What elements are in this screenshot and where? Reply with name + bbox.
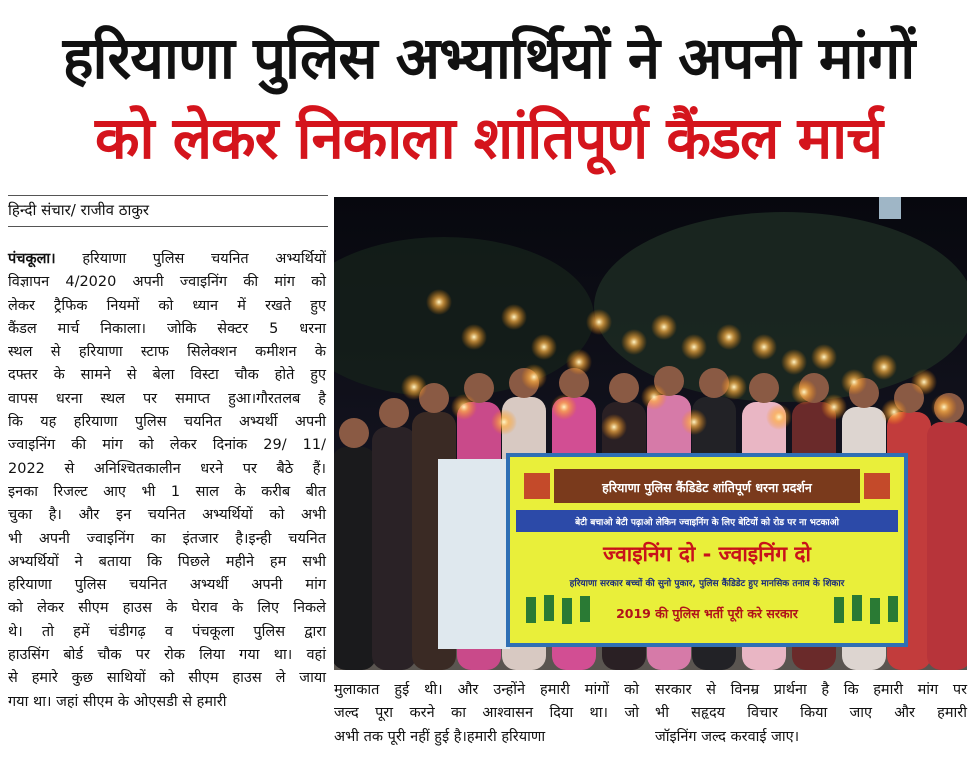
banner-logo-left [524, 473, 550, 499]
candle-flame [651, 314, 677, 340]
banner-line-4: 2019 की पुलिस भर्ती पूरी करे सरकार [616, 606, 798, 621]
article-line: ज्वाइनिंग की मांग को लेकर दिनांक 29/ 11/ [8, 437, 326, 454]
candle-flame [681, 409, 707, 435]
byline-top-rule [8, 195, 328, 196]
candle-flame [811, 344, 837, 370]
photo-sky-patch [879, 197, 901, 219]
banner-figure [834, 597, 844, 623]
article-line: विज्ञापन 4/2020 अपनी ज्वाइनिंग की मांग को [8, 274, 326, 291]
article-line: लेकर ट्रैफिक नियमों को ध्यान में रखते हुए [8, 297, 326, 314]
article-line: भी सहृदय विचार किया जाए और हमारी [655, 705, 967, 722]
article-line: अभ्यर्थियों ने बताया कि पिछले महीने हम सभी [8, 553, 326, 570]
candle-flame [766, 404, 792, 430]
article-line: कैंडल मार्च निकाला। जोकि सेक्टर 5 धरना [8, 320, 326, 337]
candle-flame [601, 414, 627, 440]
headline-line-1: हरियाणा पुलिस अभ्यार्थियों ने अपनी मांगों [62, 24, 915, 92]
article-line: थे। तो हमें चंडीगढ़ व पंचकूला पुलिस द्वारा [8, 623, 326, 640]
article-line: से हमारे कुछ साथियों को सीएम हाउस ले जाया [8, 670, 326, 687]
article-line: हरियाणा पुलिस चयनित अभ्यर्थी अपनी मांग [8, 577, 326, 594]
banner-figure [544, 595, 554, 621]
dateline: पंचकूला। [8, 251, 56, 267]
article-line: कि यह हरियाणा पुलिस चयनित अभ्यर्थी अपनी [8, 414, 326, 431]
candle-flame [491, 409, 517, 435]
candle-flame [551, 394, 577, 420]
article-line: 2022 से अनिश्चितकालीन धरने पर बैठे हैं। [8, 460, 326, 477]
banner-line-3: हरियाणा सरकार बच्चों की सुनो पुकार, पुलिस कैंडिडेट हुए मानसिक तनाव के शिकार [569, 579, 845, 589]
candle-flame [451, 394, 477, 420]
banner-figure [562, 598, 572, 624]
news-photo [334, 197, 967, 670]
candle-flame [621, 329, 647, 355]
article-line: हाउसिंग बोर्ड चौक पर रोक लिया गया था। वहां [8, 647, 326, 664]
article-column-3 [655, 679, 967, 749]
banner-title: हरियाणा पुलिस कैंडिडेट शांतिपूर्ण धरना प्रदर्शन [602, 480, 812, 495]
article-line: मुलाकात हुई थी। और उन्होंने हमारी मांगों को [334, 682, 639, 698]
byline-bottom-rule [8, 226, 328, 227]
article-line: को लेकर सीएम हाउस के घेराव के लिए निकले [8, 600, 326, 617]
article-line-text: हरियाणा पुलिस चयनित अभ्यर्थियों [82, 251, 327, 267]
article-line: स्थल से हरियाणा स्टाफ सिलेक्शन कमीशन के [8, 344, 326, 361]
banner-white-flap [438, 459, 510, 649]
article-line [8, 248, 326, 271]
candle-flame [716, 324, 742, 350]
article-line: अभी तक पूरी नहीं हुई है।हमारी हरियाणा [334, 728, 546, 745]
banner-line-1: बेटी बचाओ बेटी पढ़ाओ लेकिन ज्वाइनिंग के लिए बेटियों को रोड पर ना भटकाओ [575, 518, 839, 528]
candle-flame [791, 379, 817, 405]
candle-flame [881, 399, 907, 425]
article-line: गया था। जहां सीएम के ओएसडी से हमारी [8, 693, 227, 710]
banner-logo-right [864, 473, 890, 499]
article-line: जल्द पूरा करने का आश्वासन दिया था। जो [334, 705, 639, 722]
banner-figure [580, 596, 590, 622]
photo-person [927, 393, 967, 670]
article-line: जॉइनिंग जल्द करवाई जाए। [655, 728, 800, 745]
byline: हिन्दी संचार/ राजीव ठाकुर [8, 201, 150, 219]
candle-flame [521, 364, 547, 390]
candle-flame [501, 304, 527, 330]
candle-flame [721, 374, 747, 400]
article-column-2 [334, 679, 639, 749]
article-line: दफ्तर के सामने से बेला विस्टा चौक होते हुए [8, 367, 326, 384]
candle-flame [841, 369, 867, 395]
candle-flame [586, 309, 612, 335]
article-line: इनका रिजल्ट आए भी 1 साल के करीब बीत [8, 483, 326, 500]
protest-banner [438, 455, 906, 649]
candle-flame [641, 384, 667, 410]
candle-flame [911, 369, 937, 395]
article-line: वापस धरना स्थल पर समाप्त हुआ।गौरतलब है [8, 390, 326, 407]
photo-person [334, 418, 376, 670]
headline-line-2: को लेकर निकाला शांतिपूर्ण कैंडल मार्च [94, 104, 883, 172]
candle-flame [461, 324, 487, 350]
banner-figure [526, 597, 536, 623]
banner-figure [888, 596, 898, 622]
candle-flame [931, 394, 957, 420]
candle-flame [821, 394, 847, 420]
candle-flame [566, 349, 592, 375]
banner-figure [852, 595, 862, 621]
candle-flame [426, 289, 452, 315]
candle-flame [781, 349, 807, 375]
article-line: चुका है। और इन चयनित अभ्यर्थियों को अभी [8, 507, 326, 524]
article-column-1 [8, 248, 326, 714]
article-line: सरकार से विनम्र प्रार्थना है कि हमारी मांग पर [655, 682, 967, 698]
banner-figure [870, 598, 880, 624]
candle-flame [531, 334, 557, 360]
candle-flame [681, 334, 707, 360]
photo-trees [594, 212, 967, 402]
candle-flame [401, 374, 427, 400]
candle-flame [751, 334, 777, 360]
photo-person [372, 398, 416, 670]
candle-flame [871, 354, 897, 380]
article-line: भी अपनी ज्वाइनिंग का इंतजार है।इन्ही चयनित [8, 530, 326, 547]
banner-slogan: ज्वाइनिंग दो - ज्वाइनिंग दो [603, 542, 811, 566]
